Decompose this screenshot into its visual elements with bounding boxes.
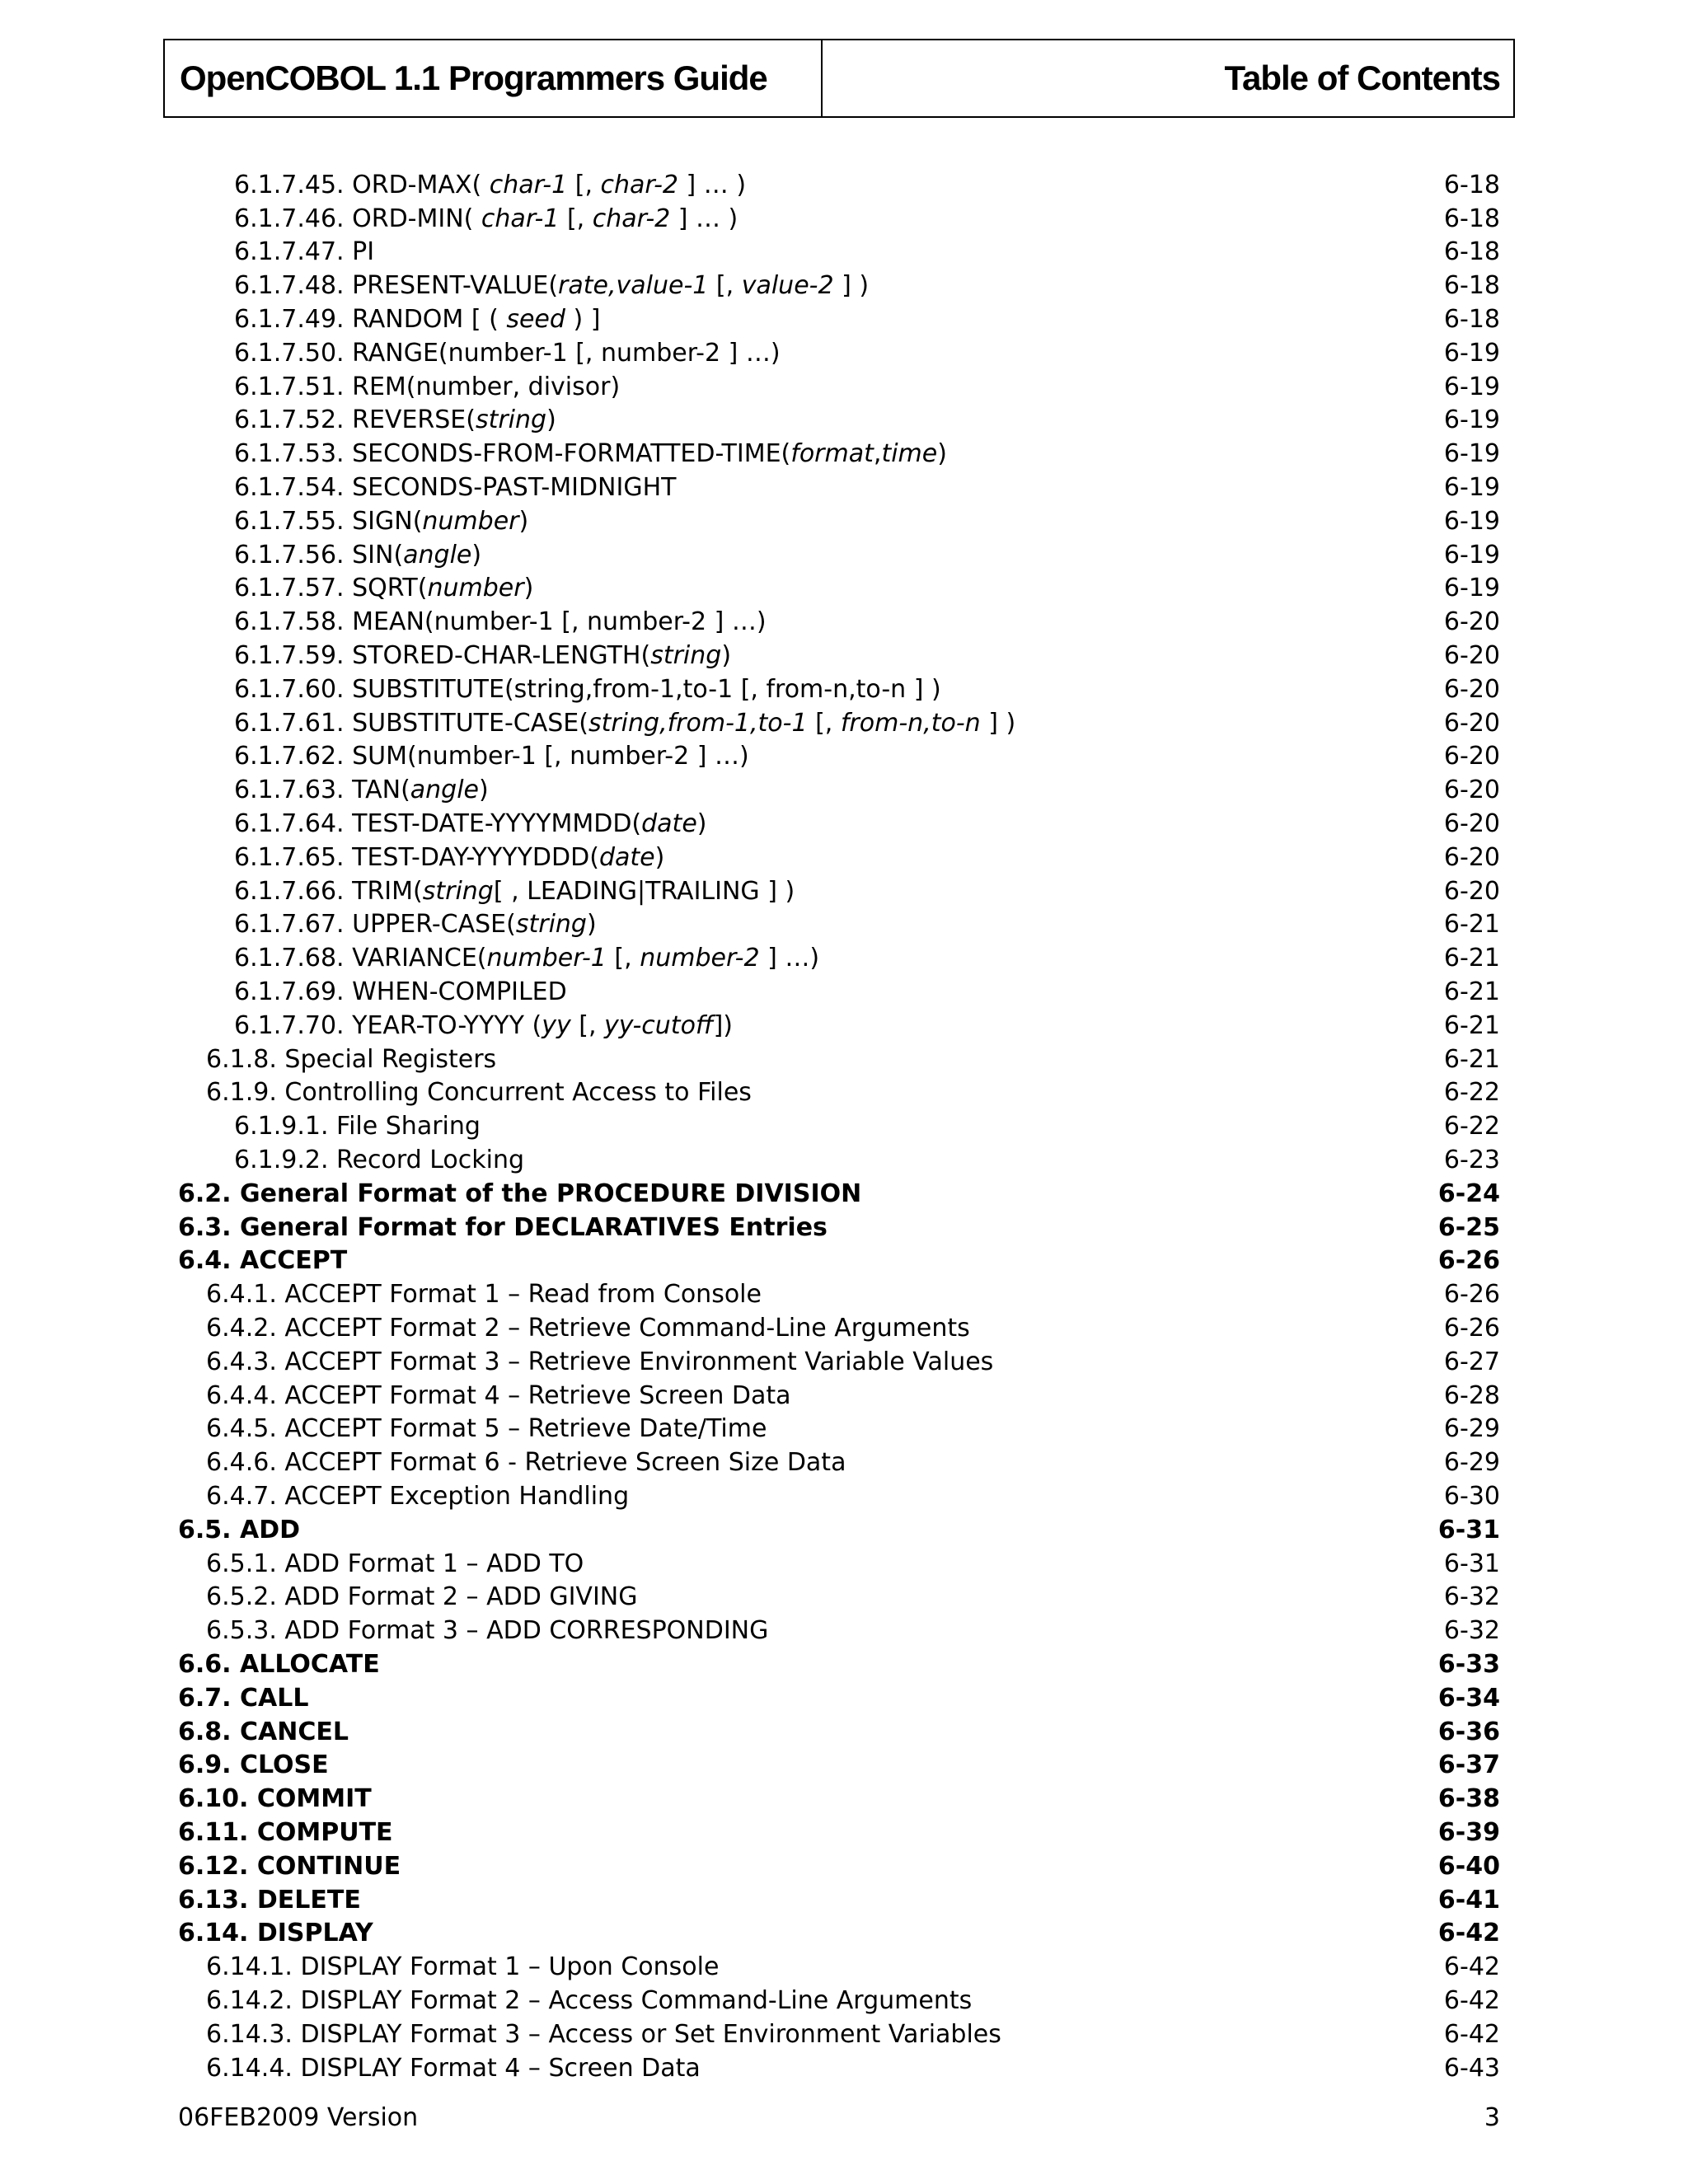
toc-entry-page: 6-20: [1443, 708, 1500, 738]
toc-entry-page: 6-18: [1443, 237, 1500, 267]
toc-entry-title: 6.3. General Format for DECLARATIVES Entries: [178, 1212, 828, 1242]
toc-entry-page: 6-20: [1443, 809, 1500, 839]
toc-entry-title: 6.6. ALLOCATE: [178, 1649, 380, 1679]
toc-entry[interactable]: [178, 1916, 1500, 1950]
toc-entry[interactable]: [178, 673, 1500, 706]
toc-entry-page: 6-32: [1443, 1582, 1500, 1612]
toc-entry-page: 6-29: [1443, 1448, 1500, 1478]
toc-entry-page: 6-40: [1437, 1851, 1500, 1881]
toc-entry-page: 6-22: [1443, 1112, 1500, 1141]
toc-entry[interactable]: [178, 941, 1500, 975]
toc-entry-page: 6-19: [1443, 338, 1500, 368]
toc-entry[interactable]: [178, 471, 1500, 504]
toc-entry-title: 6.1.8. Special Registers: [206, 1044, 497, 1074]
toc-entry-title: 6.1.7.60. SUBSTITUTE(string,from-1,to-1 [, from-n,to-n ] ): [234, 674, 941, 704]
toc-entry[interactable]: [178, 1681, 1500, 1715]
toc-entry-title: 6.4.3. ACCEPT Format 3 – Retrieve Environment Variable Values: [206, 1347, 994, 1376]
toc-entry[interactable]: [178, 1748, 1500, 1782]
toc-entry-page: 6-42: [1437, 1919, 1500, 1948]
toc-entry-page: 6-23: [1443, 1146, 1500, 1174]
toc-entry-title: 6.14.2. DISPLAY Format 2 – Access Command-Line Arguments: [206, 1985, 973, 2015]
toc-entry-title: 6.1.9.1. File Sharing: [234, 1112, 481, 1141]
toc-entry[interactable]: [178, 1412, 1500, 1446]
toc-entry-page: 6-34: [1437, 1683, 1500, 1713]
toc-entry[interactable]: [178, 1883, 1500, 1917]
toc-entry[interactable]: [178, 1177, 1500, 1211]
toc-entry-page: 6-20: [1443, 842, 1500, 872]
toc-entry-page: 6-26: [1443, 1280, 1500, 1310]
toc-entry-title: 6.4.6. ACCEPT Format 6 - Retrieve Screen Size Data: [206, 1448, 846, 1478]
toc-entry-title: 6.1.7.69. WHEN-COMPILED: [234, 977, 567, 1007]
toc-entry-title: 6.4. ACCEPT: [178, 1246, 348, 1276]
toc-entry-title: 6.4.5. ACCEPT Format 5 – Retrieve Date/Time: [206, 1414, 767, 1444]
toc-entry[interactable]: [178, 1043, 1500, 1076]
toc-entry-title: 6.14.1. DISPLAY Format 1 – Upon Console: [206, 1952, 720, 1982]
toc-entry[interactable]: [178, 1547, 1500, 1581]
toc-entry-title: 6.14. DISPLAY: [178, 1919, 373, 1948]
toc-entry[interactable]: [178, 841, 1500, 874]
toc-entry-title: 6.1.9.2. Record Locking: [234, 1146, 525, 1174]
toc-entry-page: 6-42: [1443, 1985, 1500, 2015]
toc-entry[interactable]: [178, 1446, 1500, 1479]
toc-entry[interactable]: [178, 740, 1500, 774]
toc-entry-page: 6-27: [1443, 1347, 1500, 1376]
toc-entry-title: 6.1.7.66. TRIM(string[ , LEADING|TRAILING ] ): [234, 876, 795, 906]
toc-entry[interactable]: [178, 404, 1500, 438]
toc-entry-page: 6-43: [1443, 2053, 1500, 2083]
section-title: Table of Contents: [1224, 59, 1500, 97]
toc-entry[interactable]: [178, 202, 1500, 236]
toc-entry[interactable]: [178, 1345, 1500, 1379]
toc-entry-page: 6-22: [1443, 1078, 1500, 1108]
toc-entry-page: 6-21: [1443, 1044, 1500, 1074]
toc-entry-title: 6.2. General Format of the PROCEDURE DIVISION: [178, 1179, 862, 1208]
toc-entry-title: 6.4.7. ACCEPT Exception Handling: [206, 1481, 630, 1511]
toc-entry-title: 6.1.7.64. TEST-DATE-YYYYMMDD(date): [234, 809, 707, 839]
toc-entry-page: 6-41: [1437, 1885, 1500, 1915]
toc-entry-title: 6.14.4. DISPLAY Format 4 – Screen Data: [206, 2053, 701, 2083]
toc-entry-title: 6.1.7.55. SIGN(number): [234, 506, 529, 536]
document-title: OpenCOBOL 1.1 Programmers Guide: [165, 40, 823, 116]
toc-entry[interactable]: [178, 1715, 1500, 1749]
toc-entry-page: 6-30: [1443, 1481, 1500, 1511]
toc-entry-page: 6-20: [1443, 776, 1500, 805]
toc-entry-page: 6-42: [1443, 1952, 1500, 1982]
toc-entry[interactable]: [178, 706, 1500, 740]
toc-entry-page: 6-26: [1443, 1313, 1500, 1343]
toc-entry-title: 6.8. CANCEL: [178, 1717, 349, 1746]
toc-entry-page: 6-20: [1443, 742, 1500, 771]
toc-entry-title: 6.1.9. Controlling Concurrent Access to Files: [206, 1078, 752, 1108]
toc-entry[interactable]: [178, 908, 1500, 942]
toc-entry-title: 6.4.1. ACCEPT Format 1 – Read from Console: [206, 1280, 762, 1310]
page-footer: [178, 2103, 1500, 2132]
toc-entry-title: 6.13. DELETE: [178, 1885, 361, 1915]
toc-entry[interactable]: [178, 1143, 1500, 1177]
toc-entry-title: 6.1.7.68. VARIANCE(number-1 [, number-2 ] …): [234, 944, 820, 973]
toc-entry-title: 6.1.7.62. SUM(number-1 [, number-2 ] …): [234, 742, 749, 771]
toc-entry-page: 6-20: [1443, 607, 1500, 637]
toc-entry-title: 6.1.7.47. PI: [234, 237, 375, 267]
toc-entry-title: 6.1.7.56. SIN(angle): [234, 540, 482, 569]
toc-entry-page: 6-42: [1443, 2019, 1500, 2049]
toc-entry[interactable]: [178, 1580, 1500, 1614]
toc-entry-title: 6.5. ADD: [178, 1515, 301, 1544]
toc-entry-page: 6-28: [1443, 1380, 1500, 1410]
toc-entry-title: 6.1.7.50. RANGE(number-1 [, number-2 ] …): [234, 338, 781, 368]
toc-entry-title: 6.1.7.58. MEAN(number-1 [, number-2 ] …): [234, 607, 767, 637]
toc-entry[interactable]: [178, 1816, 1500, 1849]
toc-entry-title: 6.1.7.49. RANDOM [ ( seed ) ]: [234, 305, 601, 335]
toc-entry[interactable]: [178, 168, 1500, 202]
toc-entry-title: 6.1.7.54. SECONDS-PAST-MIDNIGHT: [234, 473, 677, 503]
page-number: 3: [1484, 2103, 1500, 2132]
toc-entry-title: 6.1.7.63. TAN(angle): [234, 776, 489, 805]
toc-entry[interactable]: [178, 2051, 1500, 2085]
toc-entry-page: 6-24: [1437, 1179, 1500, 1208]
toc-entry[interactable]: [178, 1782, 1500, 1816]
toc-entry-title: 6.1.7.59. STORED-CHAR-LENGTH(string): [234, 641, 732, 671]
toc-entry[interactable]: [178, 1311, 1500, 1345]
toc-entry[interactable]: [178, 2018, 1500, 2051]
toc-entry-page: 6-18: [1443, 305, 1500, 335]
toc-entry[interactable]: [178, 236, 1500, 269]
toc-entry-page: 6-20: [1443, 876, 1500, 906]
toc-entry-title: 6.1.7.51. REM(number, divisor): [234, 372, 621, 401]
toc-entry-title: 6.5.3. ADD Format 3 – ADD CORRESPONDING: [206, 1616, 769, 1646]
page-header: [163, 39, 1515, 118]
version-label: 06FEB2009 Version: [178, 2103, 419, 2132]
toc-entry-page: 6-39: [1437, 1817, 1500, 1847]
toc-entry-page: 6-19: [1443, 506, 1500, 536]
toc-entry-title: 6.4.4. ACCEPT Format 4 – Retrieve Screen Data: [206, 1380, 791, 1410]
toc-entry-page: 6-19: [1443, 405, 1500, 435]
toc-entry[interactable]: [178, 874, 1500, 908]
toc-entry-title: 6.1.7.48. PRESENT-VALUE(rate,value-1 [, value-2 ] ): [234, 271, 870, 301]
toc-entry[interactable]: [178, 302, 1500, 336]
toc-entry-page: 6-18: [1443, 271, 1500, 301]
toc-entry-page: 6-29: [1443, 1414, 1500, 1444]
toc-entry-title: 6.1.7.65. TEST-DAY-YYYYDDD(date): [234, 842, 665, 872]
toc-entry-title: 6.1.7.53. SECONDS-FROM-FORMATTED-TIME(format,time): [234, 439, 947, 469]
toc-entry-page: 6-20: [1443, 641, 1500, 671]
toc-entry-page: 6-19: [1443, 540, 1500, 569]
toc-entry-page: 6-37: [1437, 1750, 1500, 1780]
toc-entry-page: 6-21: [1443, 1010, 1500, 1040]
toc-entry-page: 6-36: [1437, 1717, 1500, 1746]
toc-entry[interactable]: [178, 1244, 1500, 1278]
toc-entry-page: 6-21: [1443, 944, 1500, 973]
toc-entry-title: 6.1.7.61. SUBSTITUTE-CASE(string,from-1,to-1 [, from-n,to-n ] ): [234, 708, 1016, 738]
toc-entry[interactable]: [178, 504, 1500, 538]
toc-entry-title: 6.11. COMPUTE: [178, 1817, 393, 1847]
toc-entry-page: 6-33: [1437, 1649, 1500, 1679]
toc-entry[interactable]: [178, 336, 1500, 370]
toc-entry-page: 6-18: [1443, 170, 1500, 199]
toc-entry[interactable]: [178, 1984, 1500, 2018]
toc-entry-title: 6.9. CLOSE: [178, 1750, 329, 1780]
toc-entry[interactable]: [178, 807, 1500, 841]
toc-entry-title: 6.14.3. DISPLAY Format 3 – Access or Set Environment Variables: [206, 2019, 1001, 2049]
toc-entry-page: 6-19: [1443, 372, 1500, 401]
toc-entry-title: 6.1.7.67. UPPER-CASE(string): [234, 910, 597, 940]
toc-entry[interactable]: [178, 538, 1500, 572]
toc-entry-title: 6.10. COMMIT: [178, 1784, 372, 1814]
toc-entry-page: 6-38: [1437, 1784, 1500, 1814]
toc-entry[interactable]: [178, 975, 1500, 1009]
toc-entry-title: 6.1.7.57. SQRT(number): [234, 574, 534, 603]
toc-entry-page: 6-18: [1443, 204, 1500, 233]
toc-entry[interactable]: [178, 1211, 1500, 1244]
toc-entry-title: 6.1.7.52. REVERSE(string): [234, 405, 556, 435]
toc-entry-title: 6.5.1. ADD Format 1 – ADD TO: [206, 1549, 584, 1578]
toc-entry[interactable]: [178, 773, 1500, 807]
toc-entry-page: 6-31: [1443, 1549, 1500, 1578]
toc-entry-page: 6-19: [1443, 574, 1500, 603]
toc-entry[interactable]: [178, 269, 1500, 302]
toc-entry-page: 6-20: [1443, 674, 1500, 704]
toc-entry-page: 6-19: [1443, 439, 1500, 469]
toc-entry[interactable]: [178, 1950, 1500, 1984]
toc-entry[interactable]: [178, 1849, 1500, 1883]
toc-entry-title: 6.12. CONTINUE: [178, 1851, 401, 1881]
toc-entry[interactable]: [178, 1076, 1500, 1110]
toc-entry-title: 6.1.7.70. YEAR-TO-YYYY (yy [, yy-cutoff]): [234, 1010, 733, 1040]
toc-entry-page: 6-25: [1437, 1212, 1500, 1242]
toc-entry[interactable]: [178, 1009, 1500, 1043]
toc-entry-page: 6-32: [1443, 1616, 1500, 1646]
toc-entry[interactable]: [178, 1614, 1500, 1647]
toc-entry-title: 6.1.7.46. ORD-MIN( char-1 [, char-2 ] … ): [234, 204, 738, 233]
toc-entry[interactable]: [178, 1109, 1500, 1143]
toc-entry[interactable]: [178, 639, 1500, 673]
toc-entry[interactable]: [178, 1479, 1500, 1513]
toc-entry-page: 6-19: [1443, 473, 1500, 503]
toc-entry-title: 6.4.2. ACCEPT Format 2 – Retrieve Command-Line Arguments: [206, 1313, 970, 1343]
toc-entry-page: 6-21: [1443, 910, 1500, 940]
toc-entry[interactable]: [178, 1379, 1500, 1413]
toc-entry-page: 6-31: [1437, 1515, 1500, 1544]
toc-entry[interactable]: [178, 1647, 1500, 1681]
toc-entry-title: 6.1.7.45. ORD-MAX( char-1 [, char-2 ] … ): [234, 170, 747, 199]
toc-entry-page: 6-21: [1443, 977, 1500, 1007]
toc-entry[interactable]: [178, 1513, 1500, 1547]
toc-entry[interactable]: [178, 605, 1500, 639]
toc-entry[interactable]: [178, 370, 1500, 404]
toc-entry[interactable]: [178, 572, 1500, 606]
toc-entry[interactable]: [178, 1277, 1500, 1311]
toc-entry-page: 6-26: [1437, 1246, 1500, 1276]
table-of-contents: [178, 168, 1500, 2084]
toc-entry-title: 6.5.2. ADD Format 2 – ADD GIVING: [206, 1582, 638, 1612]
toc-entry[interactable]: [178, 437, 1500, 471]
toc-entry-title: 6.7. CALL: [178, 1683, 309, 1713]
